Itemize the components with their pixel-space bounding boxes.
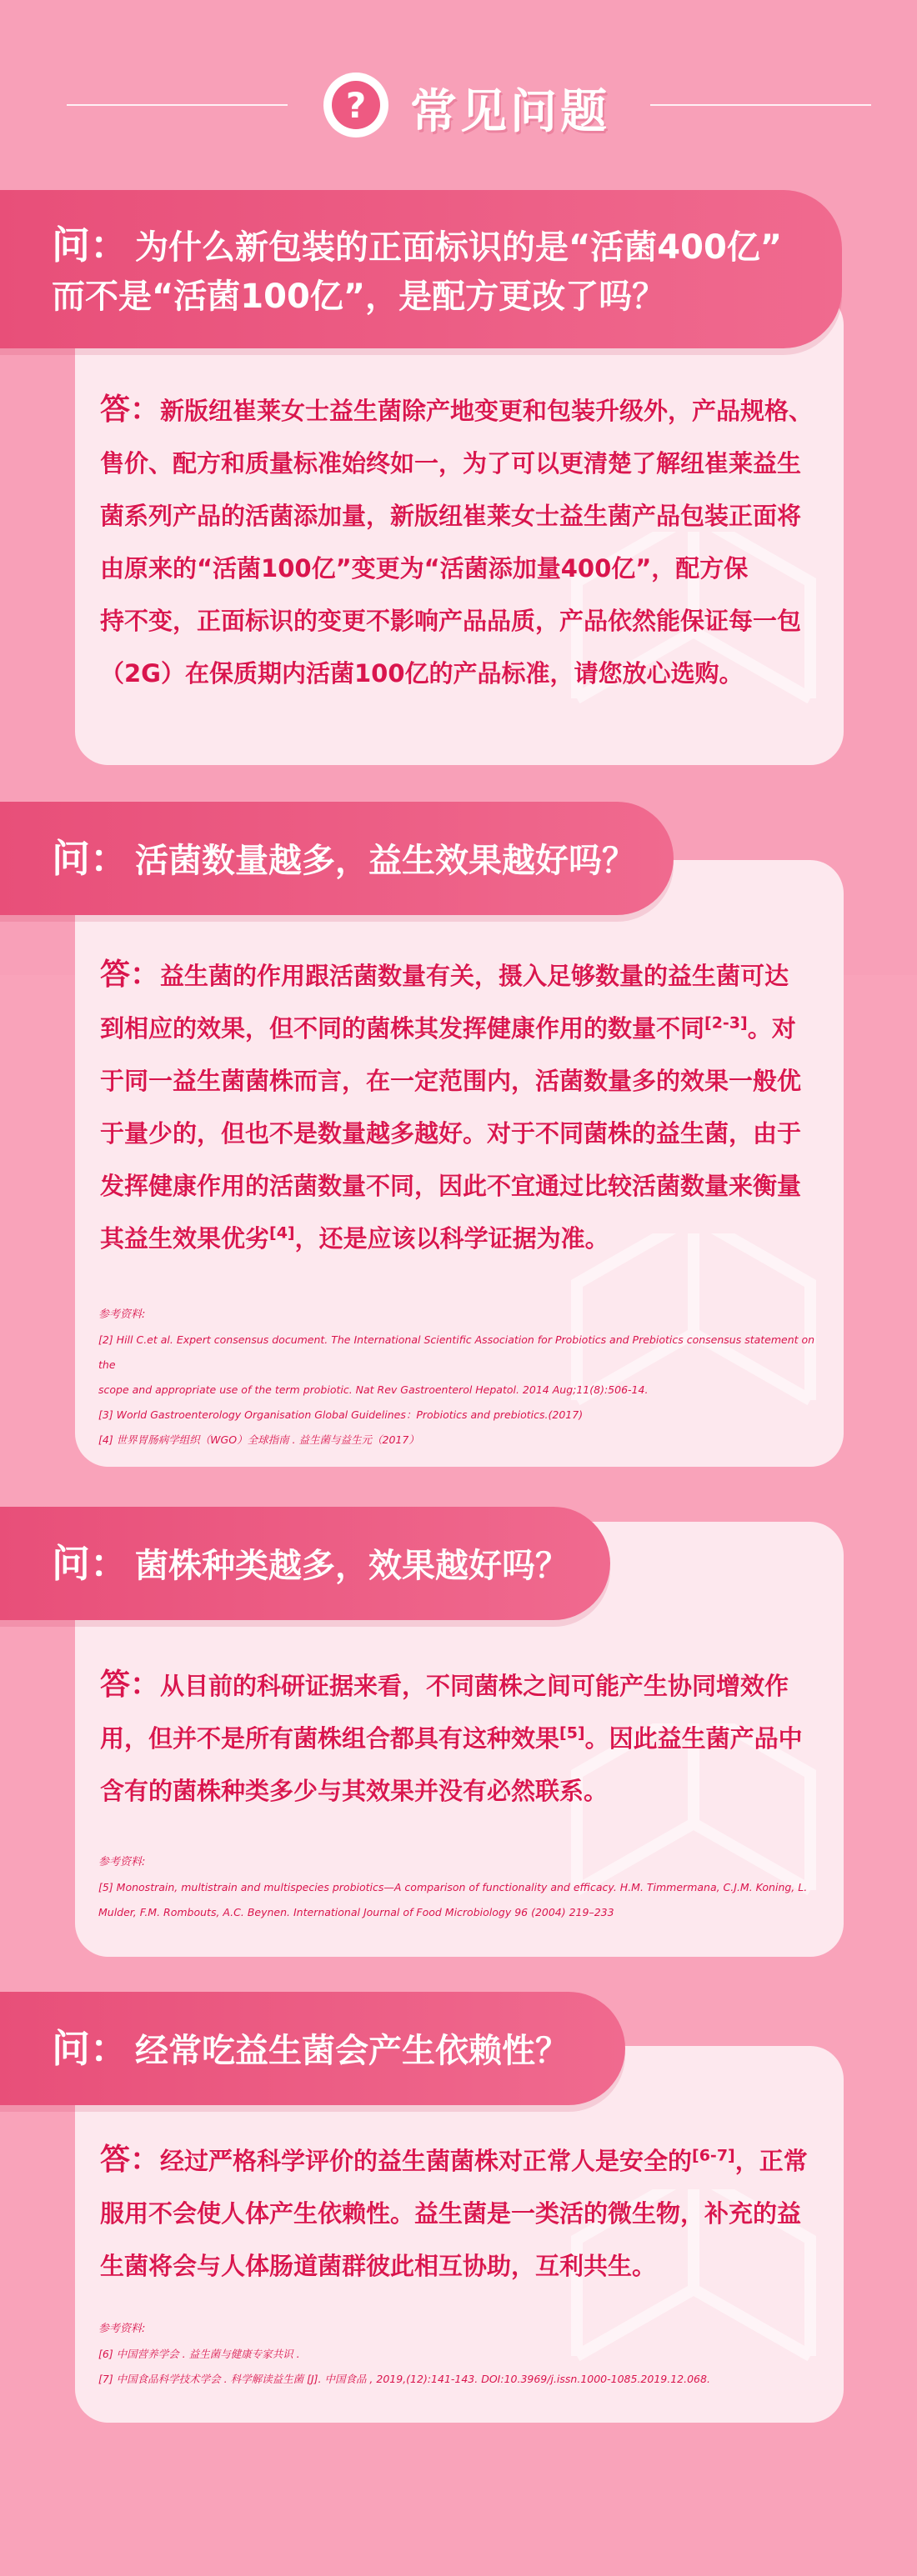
question-circle-icon [323,73,388,138]
answer-line: 新版纽崔莱女士益生菌除产地变更和包装升级外，产品规格、 [160,397,814,425]
answer-line: 。因此益生菌产品中 [584,1724,803,1753]
answer-line: 发挥健康作用的活菌数量不同，因此不宜通过比较活菌数量来衡量 [100,1172,802,1200]
reference-item: [3] World Gastroenterology Organisation Global Guidelines：Probiotics and prebiotics.(2017) [98,1408,584,1421]
answer-line: ，正常 [734,2147,808,2175]
question-prefix: 问： [52,2025,128,2071]
question-text-line-1: 为什么新包装的正面标识的是“活菌400亿” [135,228,783,267]
question-tab-2 [0,802,674,915]
references-3 [98,1850,815,1925]
answer-line: 其益生效果优劣 [100,1224,270,1253]
references-4 [98,2317,815,2392]
answer-line: 生菌将会与人体肠道菌群彼此相互协助，互利共生。 [100,2252,657,2280]
answer-line: 于量少的，但也不是数量越多越好。对于不同菌株的益生菌，由于 [100,1119,802,1148]
reference-item: [4] 世界胃肠病学组织（WGO）全球指南 . 益生菌与益生元（2017） [98,1433,419,1446]
reference-item: [6] 中国营养学会 . 益生菌与健康专家共识 . [98,2348,300,2360]
page-title: 常见问题 [410,85,610,139]
question-tab-1 [0,190,842,348]
question-text-line-1: 活菌数量越多，益生效果越好吗？ [135,841,635,880]
answer-line: 持不变，正面标识的变更不影响产品品质，产品依然能保证每一包 [100,607,802,635]
question-tab-4 [0,1992,625,2105]
references-title: 参考资料: [98,2323,146,2335]
answer-line: 用，但并不是所有菌株组合都具有这种效果 [100,1724,560,1753]
citation-superscript: [6-7] [692,2146,735,2165]
citation-superscript: [5] [559,1723,585,1743]
answer-4 [100,2133,825,2293]
answer-line: 益生菌的作用跟活菌数量有关，摄入足够数量的益生菌可达 [160,962,789,990]
header-divider-right [650,104,871,106]
answer-line: 。对 [747,1014,796,1043]
answer-line: （2G）在保质期内活菌100亿的产品标准，请您放心选购。 [100,659,744,688]
reference-item: [5] Monostrain, multistrain and multispecies probiotics—A comparison of functionality and efficacy. H.M. Timmermana, C.J.M. Koning, L. [98,1881,808,1893]
question-prefix: 问： [52,1540,128,1586]
reference-item: [7] 中国食品科学技术学会 . 科学解读益生菌 [J]. 中国食品 , 2019,(12):141-143. DOI:10.3969/j.issn.1000-1085.2019.12.068. [98,2373,710,2385]
answer-line: 售价、配方和质量标准始终如一，为了可以更清楚了解纽崔莱益生 [100,449,802,478]
question-tab-3 [0,1507,610,1620]
references-title: 参考资料: [98,1856,146,1868]
answer-line: 从目前的科研证据来看，不同菌株之间可能产生协同增效作 [160,1672,789,1700]
references-title: 参考资料: [98,1308,146,1321]
answer-line: 到相应的效果，但不同的菌株其发挥健康作用的数量不同 [100,1014,705,1043]
question-text-line-2: 而不是“活菌100亿”，是配方更改了吗？ [52,278,666,317]
answer-line: 服用不会使人体产生依赖性。益生菌是一类活的微生物，补充的益 [100,2199,802,2228]
citation-superscript: [4] [269,1223,295,1243]
answer-line: 经过严格科学评价的益生菌菌株对正常人是安全的 [160,2147,693,2175]
reference-item: Mulder, F.M. Rombouts, A.C. Beynen. International Journal of Food Microbiology 96 (2004) 219–233 [98,1906,614,1918]
header-divider-left [67,104,288,106]
answer-2 [100,948,825,1265]
answer-line: 菌系列产品的活菌添加量，新版纽崔莱女士益生菌产品包装正面将 [100,502,802,530]
reference-item: [2] Hill C.et al. Expert consensus document. The International Scientific Association for Probiotics and Prebiotics consensus statement on the [98,1333,815,1371]
answer-1 [100,383,825,700]
answer-prefix: 答： [100,2143,161,2177]
answer-3 [100,1658,825,1818]
answer-prefix: 答： [100,958,161,992]
answer-line: 含有的菌株种类多少与其效果并没有必然联系。 [100,1777,609,1805]
question-text-line-1: 菌株种类越多，效果越好吗？ [135,1546,569,1585]
citation-superscript: [2-3] [704,1013,748,1033]
references-2 [98,1303,815,1453]
reference-item: scope and appropriate use of the term probiotic. Nat Rev Gastroenterol Hepatol. 2014 Aug;11(8):506-14. [98,1383,649,1396]
question-mark-glyph: ? [332,81,380,129]
answer-prefix: 答： [100,1668,161,1702]
answer-prefix: 答： [100,393,161,427]
answer-line: ，还是应该以科学证据为准。 [294,1224,609,1253]
question-prefix: 问： [52,835,128,881]
answer-line: 由原来的“活菌100亿”变更为“活菌添加量400亿”，配方保 [100,554,749,583]
page-header [0,58,917,150]
question-prefix: 问： [52,222,128,268]
answer-line: 于同一益生菌菌株而言，在一定范围内，活菌数量多的效果一般优 [100,1067,802,1095]
question-text-line-1: 经常吃益生菌会产生依赖性？ [135,2031,569,2070]
